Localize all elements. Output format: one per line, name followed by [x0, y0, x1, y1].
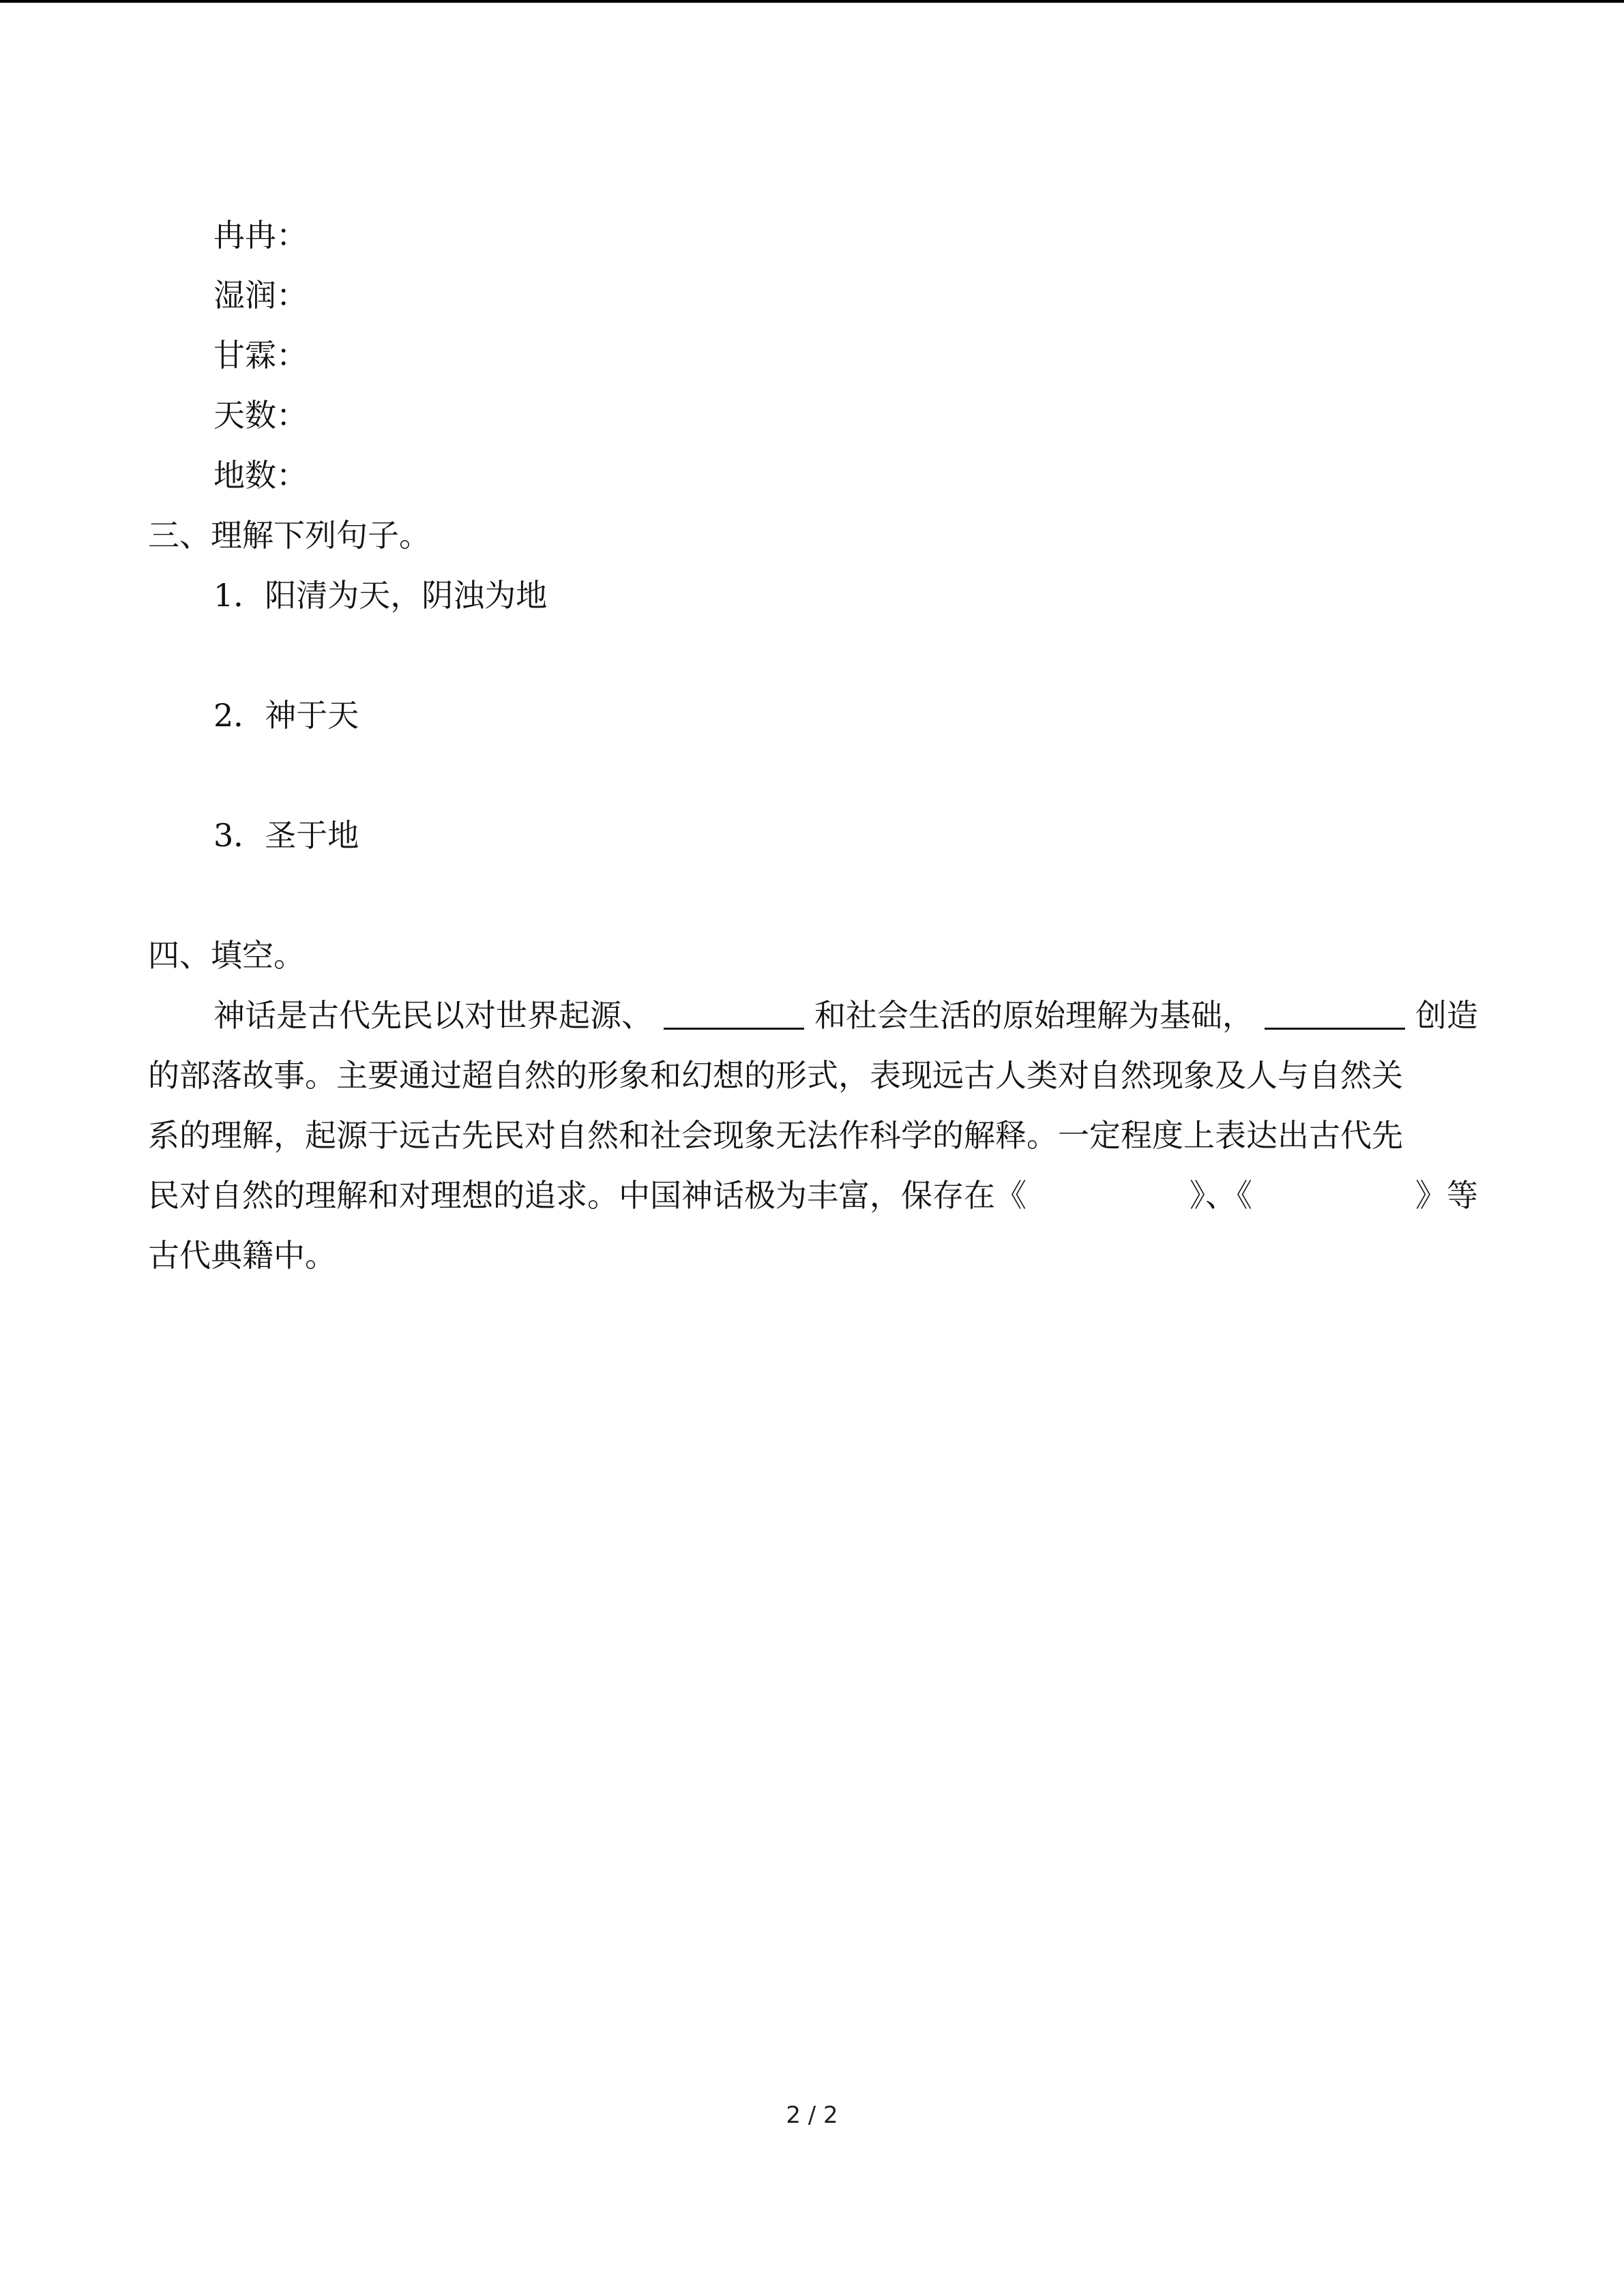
fill-text-segment: 创造: [1415, 997, 1478, 1034]
book-title-blank-1[interactable]: [1033, 1175, 1183, 1216]
fill-text-segment: 的部落故事。主要通过超自然的形象和幻想的形式，表现远古人类对自然现象及人与自然关: [148, 1057, 1403, 1094]
fill-text-segment: 神话是古代先民以对世界起源、: [213, 997, 653, 1034]
fill-paragraph-line-1: [213, 995, 1478, 1036]
vocab-item-tianshu: 天数：: [213, 397, 308, 434]
fill-text-segment: 系的理解，起源于远古先民对自然和社会现象无法作科学的解释。一定程度上表达出古代先: [148, 1117, 1403, 1154]
vocab-item-shirun: 湿润：: [213, 277, 308, 314]
section-3-heading: 三、理解下列句子。: [148, 517, 430, 554]
sentence-item-1: 1．阳清为天，阴浊为地: [213, 577, 548, 614]
vocab-item-ganlin: 甘霖：: [213, 337, 308, 374]
fill-paragraph-line-5: 古代典籍中。: [148, 1237, 336, 1274]
sentence-item-3: 3．圣于地: [213, 817, 359, 854]
fill-paragraph-line-4: [148, 1175, 1478, 1216]
vocab-item-dishu: 地数：: [213, 457, 308, 494]
fill-text-segment: 》等: [1415, 1177, 1478, 1214]
vocab-item-ranran: 冉冉：: [213, 217, 308, 254]
fill-paragraph-line-2: [148, 1055, 1478, 1096]
fill-blank-2[interactable]: [1265, 995, 1405, 1030]
fill-blank-1[interactable]: [664, 995, 804, 1030]
fill-text-segment: 和社会生活的原始理解为基础，: [814, 997, 1254, 1034]
fill-text-segment: 民对自然的理解和对理想的追求。中国神话极为丰富，保存在《: [148, 1177, 1027, 1214]
book-title-blank-2[interactable]: [1259, 1175, 1409, 1216]
sentence-item-2: 2．神于天: [213, 697, 359, 734]
fill-text-segment: 》、《: [1190, 1177, 1252, 1214]
fill-paragraph-line-3: [148, 1115, 1478, 1156]
page-number: 2 / 2: [786, 2102, 838, 2129]
section-4-heading: 四、填空。: [148, 937, 305, 974]
